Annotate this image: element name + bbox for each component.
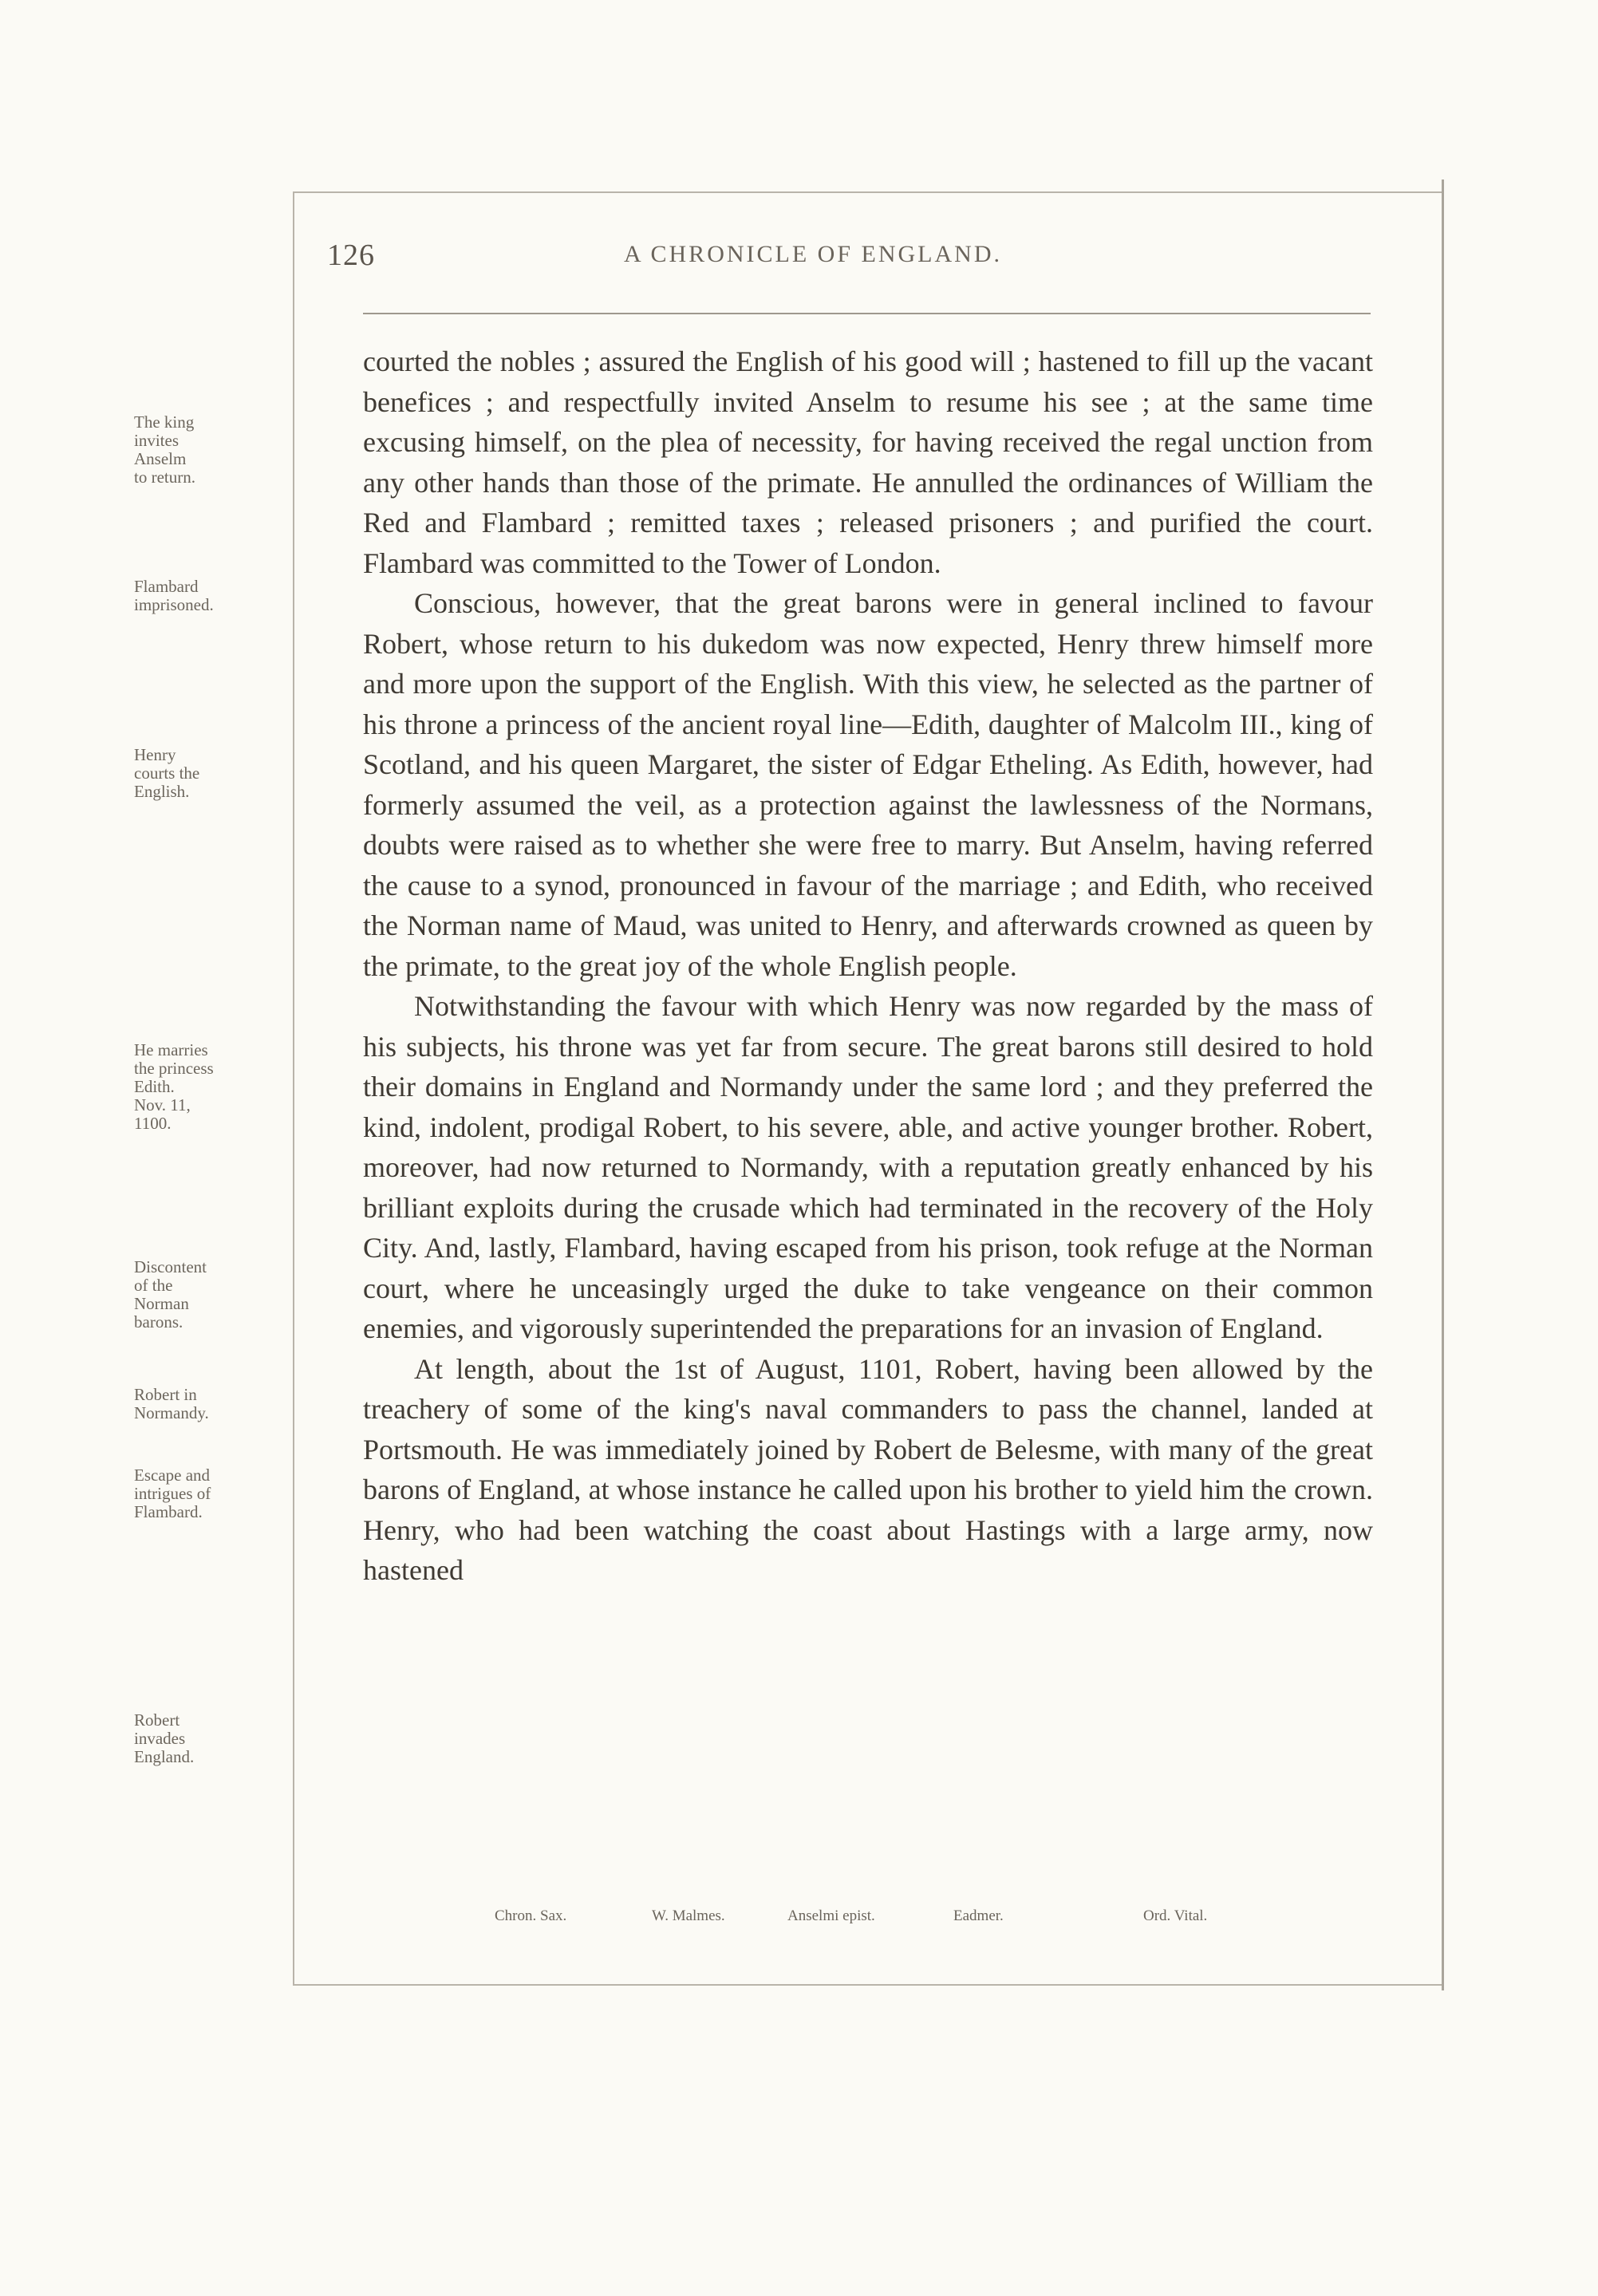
sidenote-norman-discontent: Discontent of the Norman barons.: [134, 1257, 207, 1331]
body-text: [363, 341, 1373, 1591]
sidenote-robert-invades: Robert invades England.: [134, 1710, 195, 1766]
paragraph: At length, about the 1st of August, 1101, Robert, having been allowed by the treachery of some of the king's naval commanders to pass the channel, landed at Portsmouth. He was immediately joined by Robert de Belesme, with many of the great barons of England, at whose instance he called upon his brother to yield him the crown. Henry, who had been watching the coast about Hastings with a large army, now hastened: [363, 1352, 1373, 1586]
paragraph: Notwithstanding the favour with which Henry was now regarded by the mass of his subjects, his throne was yet far from secure. The great barons still desired to hold their domains in England and Normandy under the same lord ; and they preferred the kind, indolent, prodigal Robert, to his severe, able, and active younger brother. Robert, moreover, had now returned to Normandy, with a reputation greatly enhanced by his brilliant exploits during the crusade which had terminated in the recovery of the Holy City. And, lastly, Flambard, having escaped from his prison, took refuge at the Norman court, where he unceasingly urged the duke to take vengeance on their common enemies, and vigorously superintended the preparations for an invasion of England.: [363, 990, 1373, 1344]
citation: Eadmer.: [953, 1907, 1004, 1924]
sidenote-flambard-imprisoned: Flambard imprisoned.: [134, 577, 214, 614]
sidenote-flambard-escape: Escape and intrigues of Flambard.: [134, 1466, 211, 1521]
sidenote-henry-courts-english: Henry courts the English.: [134, 745, 200, 801]
page-number: 126: [327, 239, 375, 272]
paragraph: courted the nobles ; assured the English of his good will ; hastened to fill up the vacant benefices ; and respectfully invited Anselm to resume his see ; at the same time excusing himself, on the plea of necessity, for having received the regal unction from any other hands than those of the primate. He annulled the ordinances of William the Red and Flambard ; remitted taxes ; released prisoners ; and purified the court. Flambard was committed to the Tower of London.: [363, 345, 1373, 579]
running-head: [327, 238, 1372, 278]
citation: Anselmi epist.: [787, 1907, 875, 1924]
footer-citations: [495, 1907, 1292, 1931]
header-rule: [363, 313, 1371, 314]
citation: Chron. Sax.: [495, 1907, 567, 1924]
citation: W. Malmes.: [652, 1907, 725, 1924]
running-title: A CHRONICLE OF ENGLAND.: [624, 241, 1002, 267]
sidenote-marries-edith: He marries the princess Edith. Nov. 11, 1100.: [134, 1040, 214, 1133]
sidenote-king-invites-anselm: The king invites Anselm to return.: [134, 412, 195, 487]
paragraph: Conscious, however, that the great barons were in general inclined to favour Robert, whose return to his dukedom was now expected, Henry threw himself more and more upon the support of the English. With this view, he selected as the partner of his throne a princess of the ancient royal line—Edith, daughter of Malcolm III., king of Scotland, and his queen Margaret, the sister of Edgar Etheling. As Edith, however, had formerly assumed the veil, as a protection against the lawlessness of the Normans, doubts were raised as to whether she were free to marry. But Anselm, having referred the cause to a synod, pronounced in favour of the marriage ; and Edith, who received the Norman name of Maud, was united to Henry, and afterwards crowned as queen by the primate, to the great joy of the whole English people.: [363, 587, 1373, 982]
sidenote-robert-normandy: Robert in Normandy.: [134, 1385, 209, 1422]
page-frame-right-edge: [1442, 179, 1444, 1990]
citation: Ord. Vital.: [1143, 1907, 1208, 1924]
